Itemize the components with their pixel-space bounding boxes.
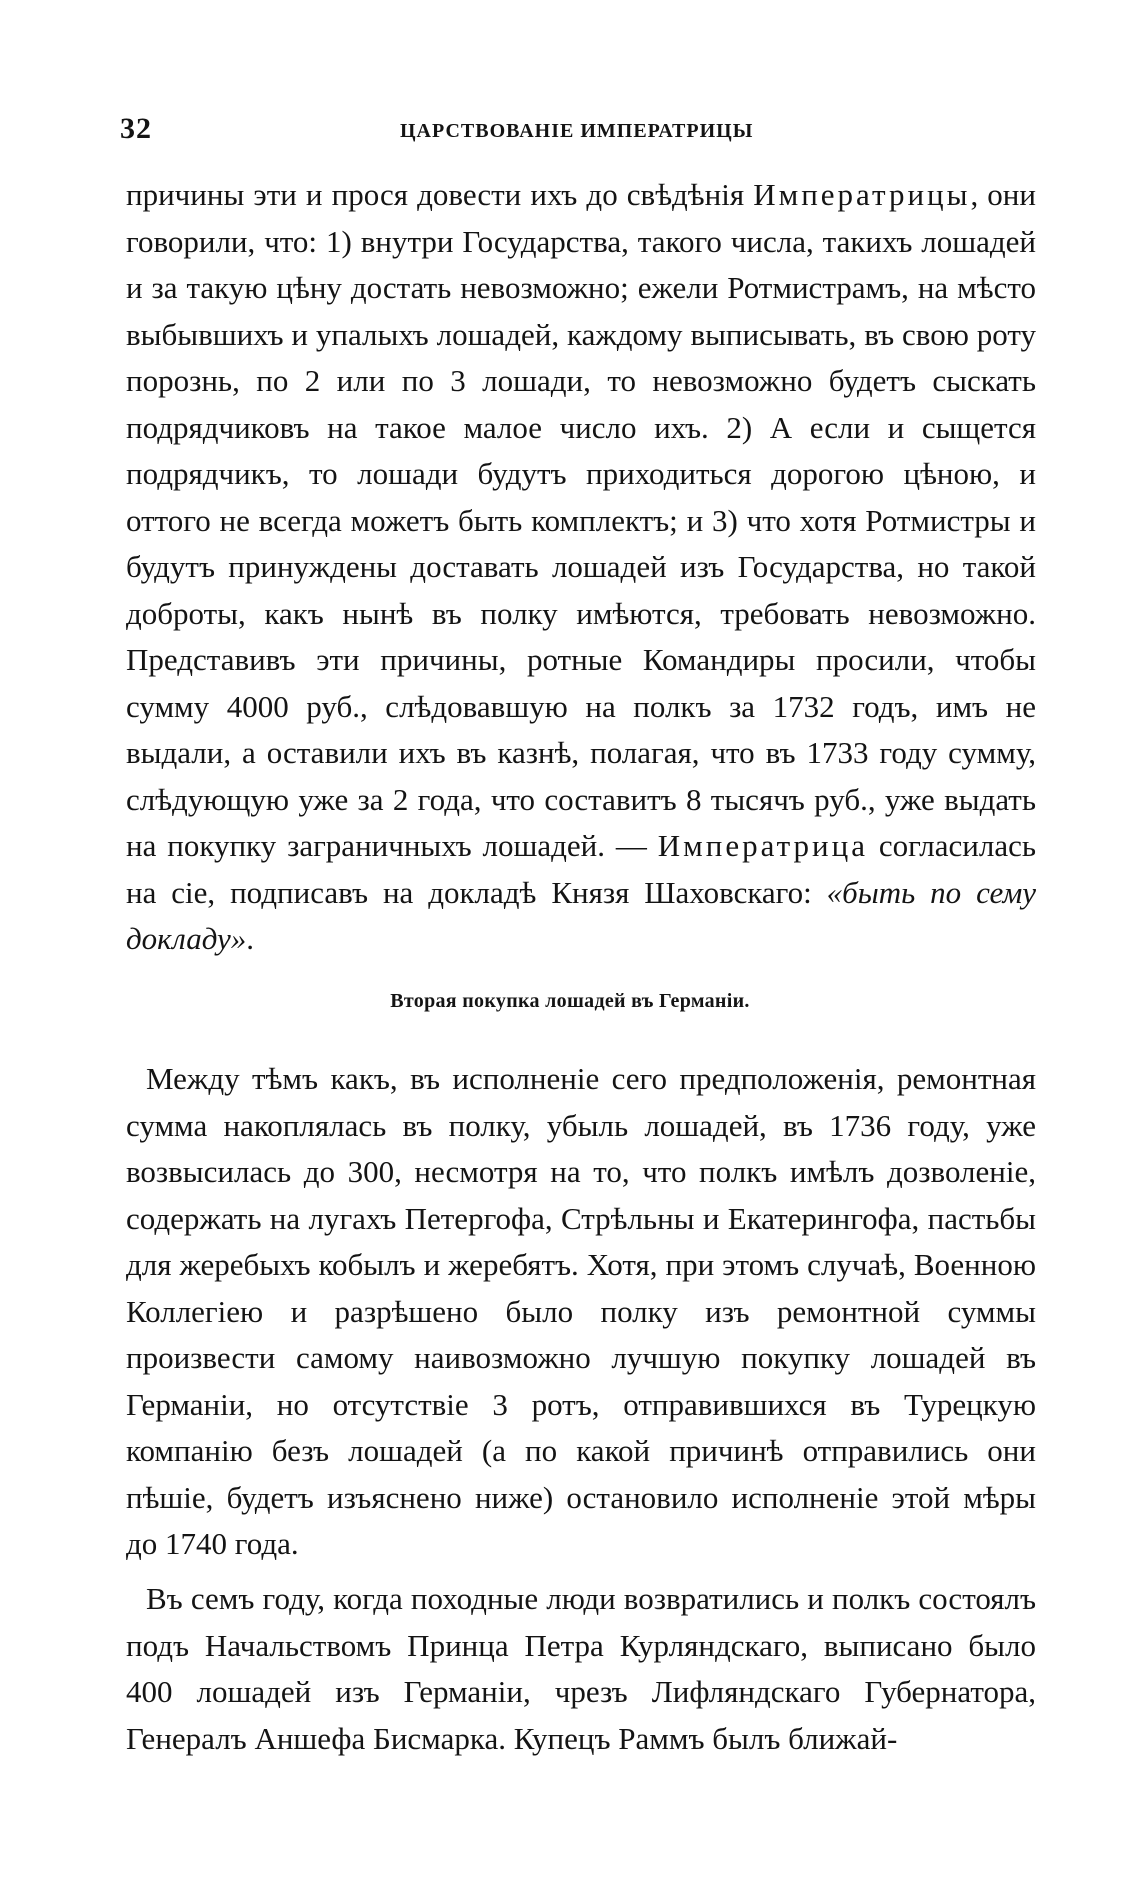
paragraph-1-text-a: причины эти и прося довести ихъ до свѣдѣнія	[126, 177, 754, 212]
paragraph-1	[126, 172, 1036, 963]
section-heading: Вторая покупка лошадей въ Германіи.	[390, 990, 750, 1012]
page-header	[0, 112, 1140, 152]
paragraph-1-text-c: согласилась на сіе, подписавъ на докладѣ Князя Шаховскаго:	[126, 828, 1036, 910]
paragraph-1-text-b: , они говорили, что: 1) внутри Государства, такого числа, такихъ лошадей и за такую цѣну достать невозможно; ежели Ротмистрамъ, на мѣсто выбывшихъ и упалыхъ лошадей, каждому выписывать, въ свою роту порознь, по 2 или по 3 лошади, то невозможно будетъ сыскать подрядчиковъ на такое малое число ихъ. 2) А если и сыщется подрядчикъ, то лошади будутъ приходиться дорогою цѣною, и оттого не всегда можетъ быть комплектъ; и 3) что хотя Ротмистры и будутъ принуждены доставать лошадей изъ Государства, но такой доброты, какъ нынѣ въ полку имѣются, требовать невозможно. Представивъ эти причины, ротные Командиры просили, чтобы сумму 4000 руб., слѣдовавшую на полкъ за 1732 годъ, имъ не выдали, а оставили ихъ въ казнѣ, полагая, что въ 1733 году сумму, слѣдующую уже за 2 года, что составитъ 8 тысячъ руб., уже выдать на покупку заграничныхъ лошадей. —	[126, 177, 1036, 863]
paragraph-1-text-d: .	[246, 921, 254, 956]
empress-title-2: Императрица	[657, 828, 868, 863]
paragraph-2: Между тѣмъ какъ, въ исполненіе сего предположенія, ремонтная сумма накоплялась въ полку, убыль лошадей, въ 1736 году, уже возвысилась до 300, несмотря на то, что полкъ имѣлъ дозволеніе, содержать на лугахъ Петергофа, Стрѣльны и Екатерингофа, пастьбы для жеребыхъ кобылъ и жеребятъ. Хотя, при этомъ случаѣ, Военною Коллегіею и разрѣшено было полку изъ ремонтной суммы произвести самому наивозможно лучшую покупку лошадей въ Германіи, но отсутствіе 3 ротъ, отправившихся въ Турецкую компанію безъ лошадей (а по какой причинѣ отправились они пѣшіе, будетъ изъяснено ниже) остановило исполненіе этой мѣры до 1740 года.	[126, 1061, 1036, 1561]
running-title: ЦАРСТВОВАНІЕ ИМПЕРАТРИЦЫ	[400, 120, 754, 142]
resolution-quote: «быть по сему докладу»	[126, 874, 1036, 956]
empress-title-1: Императрицы	[753, 177, 971, 212]
page-number: 32	[120, 112, 152, 145]
paragraph-3: Въ семъ году, когда походные люди возвратились и полкъ состоялъ подъ Начальствомъ Принца Петра Курляндскаго, выписано было 400 лошадей изъ Германіи, чрезъ Лифляндскаго Губернатора, Генералъ Аншефа Бисмарка. Купецъ Раммъ былъ ближай-	[126, 1581, 1036, 1756]
